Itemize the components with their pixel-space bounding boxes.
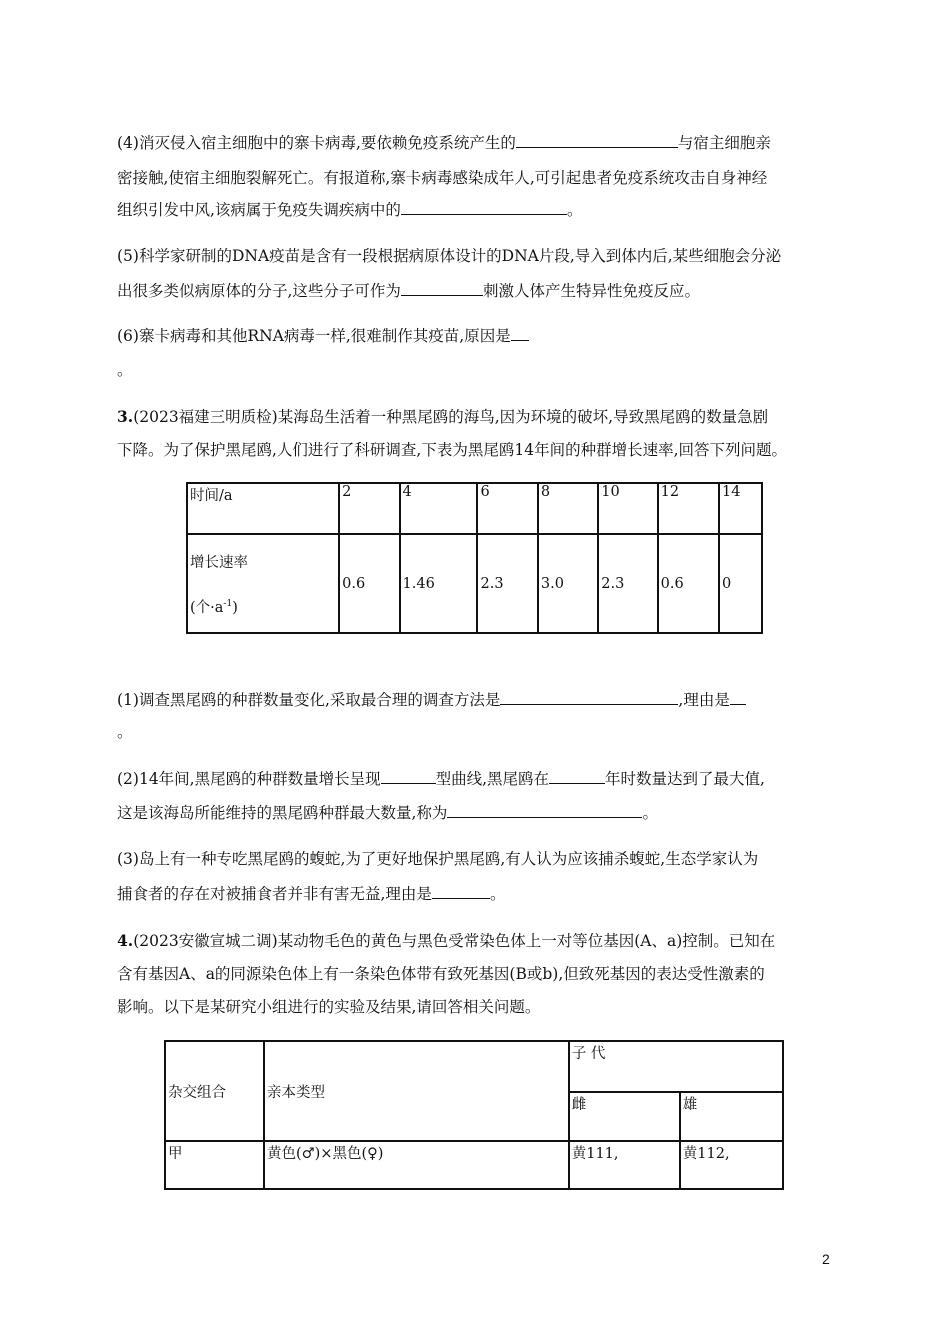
p3-q2-line-1: (2)14年间,黑尾鸥的种群数量增长呈现 型曲线,黑尾鸥在 年时数量达到了最大值, [117, 770, 765, 788]
answer-blank[interactable] [730, 690, 746, 705]
p3-q1-line-1: (1)调查黑尾鸥的种群数量变化,采取最合理的调查方法是 ,理由是 [117, 690, 746, 710]
table-cell: 2.3 [598, 534, 657, 633]
table-cell: 黄111, [569, 1141, 680, 1189]
cross-experiment-table [164, 1040, 784, 1190]
table-header-cell: 14 [719, 483, 762, 534]
table-cell: 3.0 [538, 534, 598, 633]
table-cell: 甲 [165, 1141, 264, 1189]
p3-q3-line-2: 捕食者的存在对被捕食者并非有害无益,理由是 。 [117, 885, 506, 903]
table-row-label: 增长速率 (个$\cdot a^{-1}$) [187, 534, 339, 633]
p3-q2-line-2: 这是该海岛所能维持的黑尾鸥种群最大数量,称为 。 [117, 804, 658, 822]
p4-line-3: 影响。以下是某研究小组进行的实验及结果,请回答相关问题。 [117, 998, 541, 1016]
q6-line-2: 。 [117, 361, 133, 379]
answer-blank[interactable] [432, 884, 490, 899]
q5-line-1: (5)科学家研制的DNA疫苗是含有一段根据病原体设计的DNA片段,导入到体内后,某些细胞会分泌 [117, 247, 782, 265]
table-cell: 1.46 [400, 534, 478, 633]
answer-blank[interactable] [381, 769, 436, 784]
table-cell: 黄112, [680, 1141, 783, 1189]
p4-line-2: 含有基因A、a的同源染色体上有一条染色体带有致死基因(B或b),但致死基因的表达受性激素的 [117, 965, 765, 983]
table-header-cell: 10 [598, 483, 657, 534]
table-header-cell: 亲本类型 [264, 1041, 569, 1141]
table-cell: 黄色(♂)×黑色(♀) [264, 1141, 569, 1189]
table-cell: 2.3 [477, 534, 537, 633]
q5-line-2: 出很多类似病原体的分子,这些分子可作为 刺激人体产生特异性免疫反应。 [117, 282, 700, 300]
answer-blank[interactable] [549, 769, 605, 784]
p4-line-1: 4.(2023安徽宣城二调)某动物毛色的黄色与黑色受常染色体上一对等位基因(A、a)控制。已知在 [117, 931, 776, 950]
p3-line-1: 3.(2023福建三明质检)某海岛生活着一种黑尾鸥的海鸟,因为环境的破坏,导致黑尾鸥的数量急剧 [117, 407, 769, 426]
q4-line-1: (4)消灭侵入宿主细胞中的寨卡病毒,要依赖免疫系统产生的 与宿主细胞亲 [117, 134, 771, 152]
table-header-cell: 4 [400, 483, 478, 534]
page-number: 2 [822, 1251, 830, 1267]
table-header-cell: 子 代 [569, 1041, 783, 1092]
q4-line-2: 密接触,使宿主细胞裂解死亡。有报道称,寨卡病毒感染成年人,可引起患者免疫系统攻击自身神经 [117, 169, 768, 187]
table-header-cell: 12 [658, 483, 719, 534]
answer-blank[interactable] [511, 326, 529, 341]
table-cell: 0.6 [339, 534, 399, 633]
answer-blank[interactable] [500, 690, 678, 705]
table-cell: 0 [719, 534, 762, 633]
p3-q3-line-1: (3)岛上有一种专吃黑尾鸥的蝮蛇,为了更好地保护黑尾鸥,有人认为应该捕杀蝮蛇,生态学家认为 [117, 850, 759, 868]
q4-line-3: 组织引发中风,该病属于免疫失调疾病中的 。 [117, 201, 583, 219]
table-header-cell: 8 [538, 483, 598, 534]
p3-q1-line-2: 。 [117, 723, 133, 741]
table-header-cell: 雄 [680, 1092, 783, 1141]
answer-blank[interactable] [401, 200, 567, 215]
answer-blank[interactable] [516, 133, 678, 148]
q6-line-1: (6)寨卡病毒和其他RNA病毒一样,很难制作其疫苗,原因是 [117, 326, 529, 346]
answer-blank[interactable] [447, 803, 642, 818]
table-header-cell: 杂交组合 [165, 1041, 264, 1141]
table-header-cell: 6 [477, 483, 537, 534]
table-cell: 0.6 [658, 534, 719, 633]
table-header-cell: 雌 [569, 1092, 680, 1141]
growth-rate-table [186, 482, 763, 634]
table-header-cell: 2 [339, 483, 399, 534]
answer-blank[interactable] [401, 281, 483, 296]
p3-line-2: 下降。为了保护黑尾鸥,人们进行了科研调查,下表为黑尾鸥14年间的种群增长速率,回答下列问题。 [117, 441, 788, 459]
table-header-cell: 时间/a [187, 483, 339, 534]
